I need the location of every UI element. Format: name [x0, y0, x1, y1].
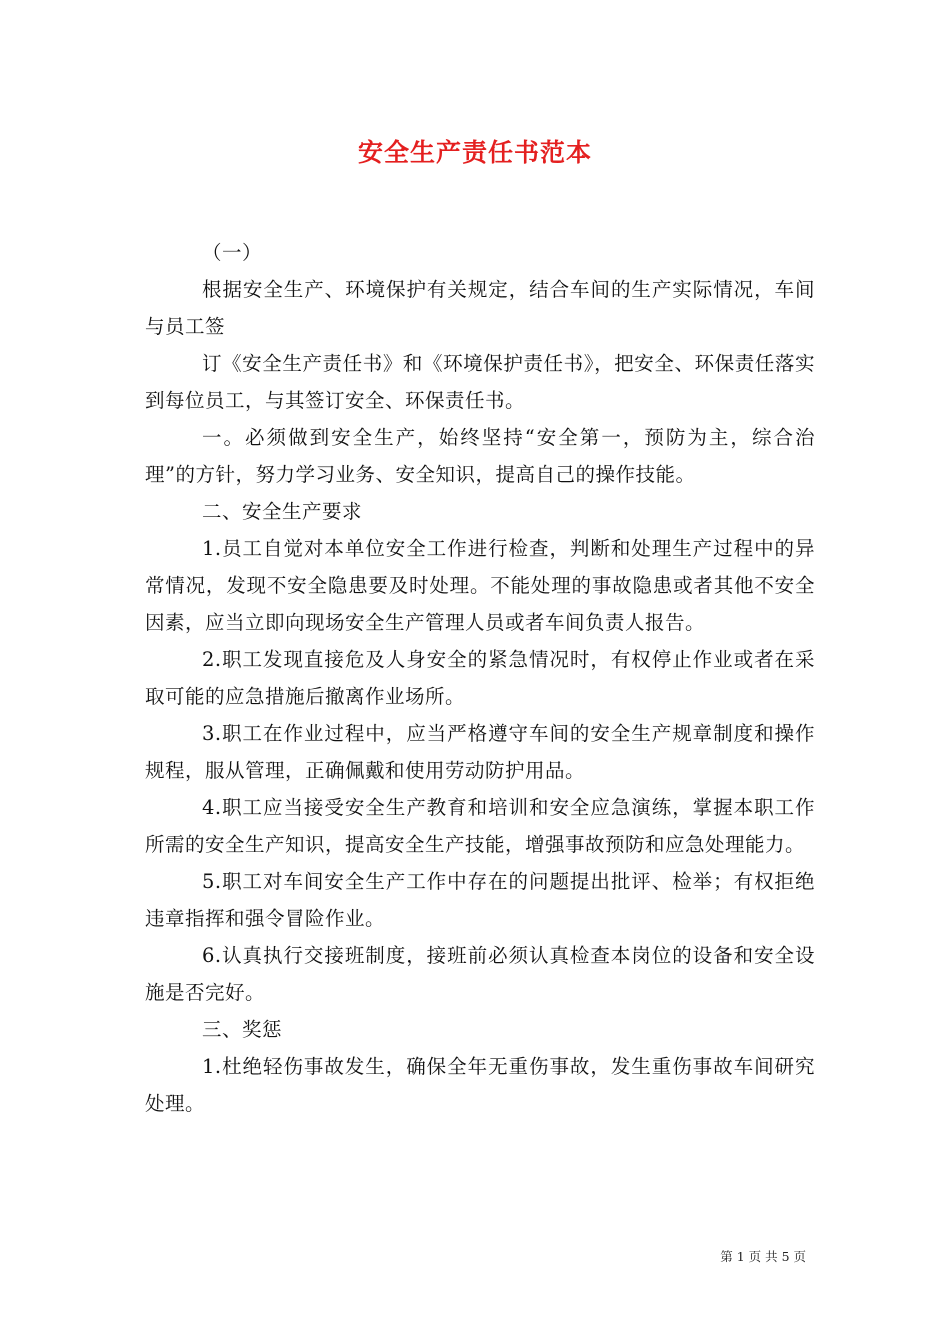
paragraph-principle: 一。必须做到安全生产，始终坚持“安全第一，预防为主，综合治理”的方针，努力学习业务、安全知识，提高自己的操作技能。: [145, 426, 815, 486]
requirement-item-5: 5.职工对车间安全生产工作中存在的问题提出批评、检举；有权拒绝违章指挥和强令冒险作业。: [145, 870, 815, 930]
requirement-item-4: 4.职工应当接受安全生产教育和培训和安全应急演练，掌握本职工作所需的安全生产知识，提高安全生产技能，增强事故预防和应急处理能力。: [145, 796, 815, 856]
page-number: 第 1 页 共 5 页: [720, 1249, 806, 1264]
requirement-item-1: 1.员工自觉对本单位安全工作进行检查，判断和处理生产过程中的异常情况，发现不安全隐患要及时处理。不能处理的事故隐患或者其他不安全因素，应当立即向现场安全生产管理人员或者车间负责人报告。: [145, 537, 815, 634]
reward-item-1: 1.杜绝轻伤事故发生，确保全年无重伤事故，发生重伤事故车间研究处理。: [145, 1055, 815, 1115]
document-title: 安全生产责任书范本: [357, 138, 592, 167]
paragraph-section-one-marker: （一）: [202, 241, 263, 264]
heading-safety-requirements: 二、安全生产要求: [202, 500, 363, 523]
paragraph-intro: 根据安全生产、环境保护有关规定，结合车间的生产实际情况，车间与员工签: [145, 278, 815, 338]
requirement-item-2: 2.职工发现直接危及人身安全的紧急情况时，有权停止作业或者在采取可能的应急措施后撤离作业场所。: [145, 648, 815, 708]
heading-rewards-penalties: 三、奖惩: [202, 1018, 283, 1041]
requirement-item-6: 6.认真执行交接班制度，接班前必须认真检查本岗位的设备和安全设施是否完好。: [145, 944, 815, 1004]
document-body: [145, 234, 815, 1122]
paragraph-responsibility: 订《安全生产责任书》和《环境保护责任书》，把安全、环保责任落实到每位员工，与其签订安全、环保责任书。: [145, 352, 815, 412]
requirement-item-3: 3.职工在作业过程中，应当严格遵守车间的安全生产规章制度和操作规程，服从管理，正确佩戴和使用劳动防护用品。: [145, 722, 815, 782]
